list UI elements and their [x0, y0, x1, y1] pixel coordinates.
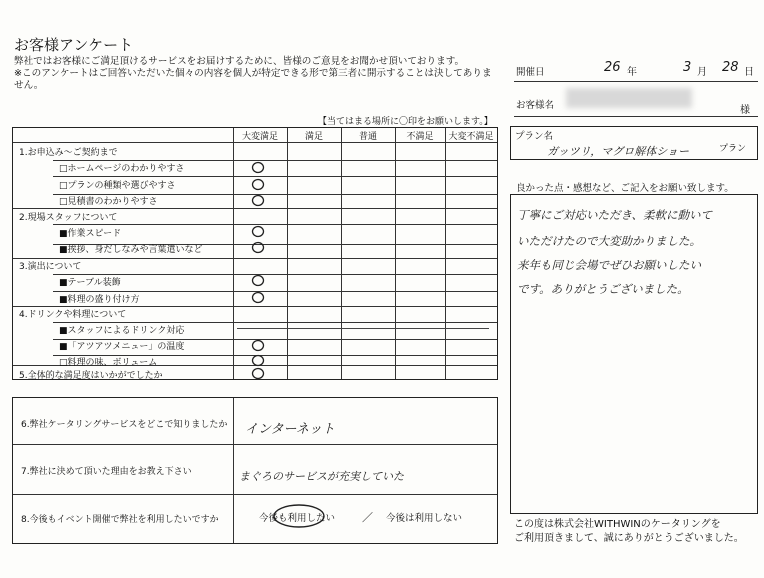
- redacted-name: [566, 88, 692, 108]
- circle-mark: [251, 161, 265, 174]
- day-unit: 日: [744, 67, 754, 78]
- name-suffix: 様: [740, 105, 750, 116]
- circle-mark: [251, 339, 265, 352]
- form-title: お客様アンケート: [14, 36, 134, 54]
- plan-box: [510, 126, 758, 160]
- col-divider: [341, 128, 342, 379]
- question-7-label: 7.弊社に決めて頂いた理由をお教え下さい: [21, 467, 192, 477]
- col-header-dissatisfied: 不満足: [406, 132, 434, 142]
- item-work-speed: ■作業スピード: [59, 229, 122, 239]
- question-8-label: 8.今後もイベント開催で弊社を利用したいですか: [21, 515, 219, 525]
- option-separator: ／: [362, 511, 373, 524]
- comment-line: 来年も同じ会場でぜひお願いしたい: [517, 258, 701, 272]
- plan-label: プラン名: [515, 131, 554, 142]
- not-applicable-line: [237, 328, 489, 329]
- comment-line: 丁寧にご対応いただき、柔軟に動いて: [517, 208, 713, 222]
- section-2-label: 2.現場スタッフについて: [19, 213, 118, 223]
- section-1-label: 1.お申込み～ご契約まで: [19, 148, 118, 158]
- year-unit: 年: [627, 67, 637, 78]
- circle-mark: [251, 274, 265, 287]
- comment-line: です。ありがとうございました。: [517, 282, 689, 296]
- item-greeting: ■挨拶、身だしなみや言葉遣いなど: [59, 245, 203, 255]
- rating-table: [12, 127, 498, 380]
- date-day: 28: [722, 60, 739, 75]
- item-drink-service: ■スタッフによるドリンク対応: [59, 326, 185, 336]
- item-homepage: □ホームページのわかりやすさ: [59, 164, 185, 174]
- circle-mark: [251, 291, 265, 304]
- plan-value: ガッツリ，マグロ解体ショー: [547, 145, 690, 158]
- intro-text: 弊社ではお客様にご満足頂けるサービスをお届けするために、皆様のご意見をお聞かせ頂いております。 ※このアンケートはご回答いただいた個々の内容を個人が特定できる形で第三者に開示することは決してありま せん。: [14, 56, 492, 91]
- option-no-use: 今後は利用しない: [386, 513, 463, 524]
- customer-name-label: お客様名: [516, 100, 555, 111]
- circle-mark: [251, 225, 265, 238]
- circle-mark: [251, 367, 265, 380]
- month-unit: 月: [697, 67, 707, 78]
- plan-suffix: プラン: [719, 144, 747, 154]
- comment-label: 良かった点・感想など、ご記入をお願い致します。: [516, 183, 734, 194]
- date-month: 3: [683, 60, 692, 75]
- section-5-label: 5.全体的な満足度はいかがでしたか: [19, 371, 163, 381]
- col-header-satisfied: 満足: [304, 132, 323, 142]
- selection-circle: [271, 502, 327, 530]
- col-divider: [395, 128, 396, 379]
- answer-7: まぐろのサービスが充実していた: [239, 470, 404, 483]
- circle-mark: [251, 241, 265, 254]
- answer-6: インターネット: [245, 422, 335, 437]
- section-4-label: 4.ドリンクや料理について: [19, 310, 127, 320]
- circle-mark: [251, 354, 265, 367]
- question-6-label: 6.弊社ケータリングサービスをどこで知りましたか: [21, 420, 228, 430]
- col-divider: [445, 128, 446, 379]
- thank-you-text: この度は株式会社WITHWINのケータリングを ご利用頂きまして、誠にありがとうございました。: [514, 519, 744, 544]
- col-header-neutral: 普通: [358, 132, 377, 142]
- option-continue-use: 今後も利用したい: [259, 513, 336, 524]
- item-hot-menu-temp: ■「アツアツメニュー」の温度: [59, 342, 185, 352]
- item-food-plating: ■料理の盛り付け方: [59, 295, 140, 305]
- comment-line: いただけたので大変助かりました。: [517, 234, 701, 248]
- comment-box: [510, 194, 758, 514]
- circle-mark: [251, 194, 265, 207]
- circle-mark: [251, 178, 265, 191]
- col-header-very-dissatisfied: 大変不満足: [448, 132, 494, 142]
- col-divider: [233, 128, 234, 379]
- item-plan-types: □プランの種類や選びやすさ: [59, 181, 176, 191]
- col-header-very-satisfied: 大変満足: [241, 132, 278, 142]
- col-divider: [287, 128, 288, 379]
- date-year: 26: [604, 60, 621, 75]
- item-table-decoration: ■テーブル装飾: [59, 278, 121, 288]
- questions-box: [12, 397, 498, 544]
- date-label: 開催日: [516, 67, 545, 78]
- instruction-text: 【当てはまる場所に〇印をお願いします。】: [318, 117, 493, 127]
- section-3-label: 3.演出について: [19, 262, 82, 272]
- item-taste-volume: □料理の味、ボリューム: [59, 358, 158, 368]
- item-estimate: □見積書のわかりやすさ: [59, 197, 158, 207]
